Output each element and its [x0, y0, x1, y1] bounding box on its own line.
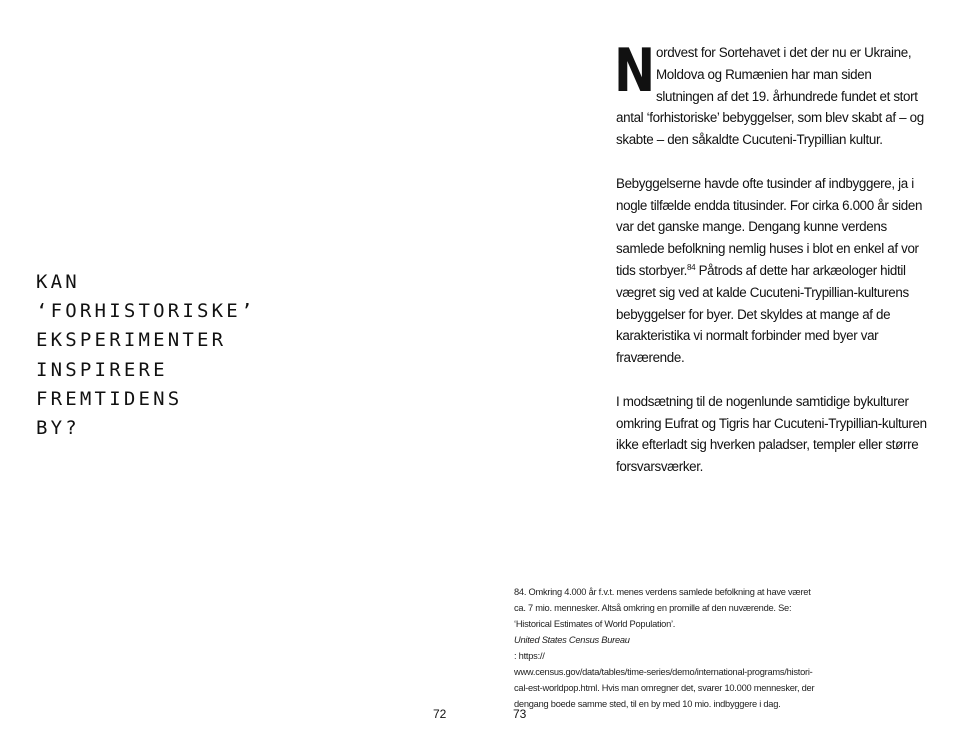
footnote-reference: 84: [687, 262, 696, 272]
footnote-url: www.census.gov/data/tables/time-series/demo/international-programs/histori-: [514, 667, 813, 677]
footnote-line: [514, 616, 834, 664]
heading-line: ‘FORHISTORISKE’: [36, 300, 256, 323]
footnote-source-title: ‘Historical Estimates of World Population’.: [514, 619, 676, 629]
heading-line: KAN: [36, 271, 80, 293]
footnote-source-publisher: United States Census Bureau: [514, 635, 630, 645]
heading-line: BY?: [36, 417, 80, 440]
page-number-left: 72: [433, 707, 447, 721]
footnote: [514, 584, 834, 712]
heading-line: EKSPERIMENTER: [36, 329, 227, 352]
footnote-line: ca. 7 mio. mennesker. Altså omkring en promille af den nuværende. Se:: [514, 603, 792, 613]
chapter-heading: [36, 268, 256, 443]
heading-line: FREMTIDENS: [36, 387, 183, 410]
paragraph-3: I modsætning til de nogenlunde samtidige bykulturer omkring Eufrat og Tigris har Cucuteni-Trypillian-kulturen ikke efterladt sig hverken paladser, templer eller større forsvarsværker.: [616, 393, 927, 475]
footnote-url-start: : https://: [514, 651, 545, 661]
body-text: [614, 36, 932, 500]
paragraph-1-text: ordvest for Sortehavet i det der nu er Ukraine, Moldova og Rumænien har man siden slutningen af det 19. århundrede fundet et stort antal ‘forhistoriske’ bebyggelser, som blev skabt af – og skabte – den såkaldte Cucuteni-Trypillian kultur.: [616, 45, 924, 148]
paragraph-2: [616, 173, 932, 369]
footnote-line: dengang boede samme sted, til en by med 10 mio. indbyggere i dag.: [514, 699, 781, 709]
footnote-line: 84. Omkring 4.000 år f.v.t. menes verdens samlede befolkning at have været: [514, 587, 811, 597]
paragraph-2-text-b: Påtrods af dette har arkæologer hidtil vægret sig ved at kalde Cucuteni-Trypillian-kulturens bebyggelser for byer. Det skyldes at mange af de karakteristika vi normalt forbinder med byer var fraværende.: [616, 262, 909, 366]
paragraph-1: [614, 36, 932, 151]
footnote-line: cal-est-worldpop.html. Hvis man omregner det, svarer 10.000 mennesker, der: [514, 683, 815, 693]
page-number-right: 73: [513, 707, 527, 721]
drop-cap: N: [614, 36, 655, 106]
heading-line: INSPIRERE: [36, 358, 168, 381]
paragraph-2-text-a: Bebyggelserne havde ofte tusinder af indbyggere, ja i nogle tilfælde endda titusinder. For cirka 6.000 år siden var det ganske mange. Dengang kunne verdens samlede befolkning nemlig huses i blot en enkel af vor tids storbyer.: [616, 175, 923, 278]
